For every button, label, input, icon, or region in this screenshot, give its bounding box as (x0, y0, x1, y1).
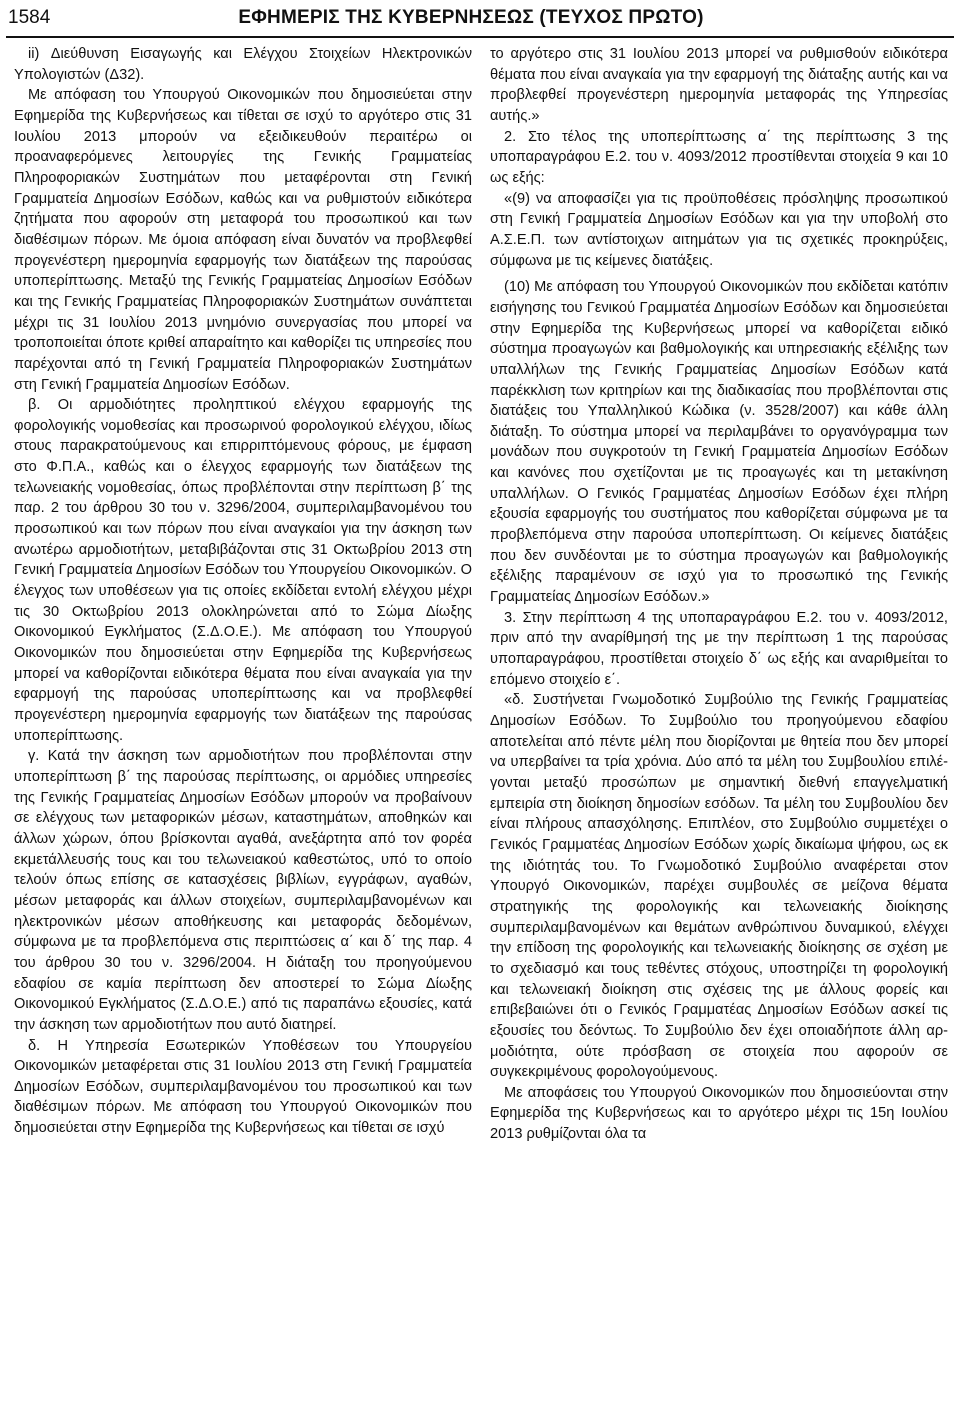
paragraph: (10) Με απόφαση του Υπουργού Οικονομικών που εκδίδεται κατόπιν εισήγησης του Γενικού Γραμματέα Δημοσίων Εσόδων και δημοσιεύεται στην Εφημερίδα της Κυβερνήσεως μπορεί να καθορίζεται ειδικό σύστημα προαγωγών και βαθμολογικής και υπηρεσιακής εξέλιξης των υπαλλήλων της Γενικής Γραμματείας Δημοσίων Εσόδων κατά παρέκκλιση των κριτηρίων και της διαδικασίας που προβλέπονται στις διατάξεις του Υπαλληλικού Κώδικα (ν. 3528/2007) και κάθε άλλη διάταξη. Το σύστημα μπορεί να περιλαμβάνει το οργανόγραμμα των μονάδων που συγκροτούν τη Γενική Γραμματεία Δημοσίων Εσόδων και κανόνες που σχετίζονται με τις προαγωγές και τη μετακίνηση υπαλλήλων. Ο Γενικός Γραμματέας Δημοσίων Εσόδων έχει πλήρη εξουσία εφαρμογής του συστήματος που καθορίζεται σύμφωνα με τα προβλεπόμενα στην παρούσα υποπερίπτωση. Οι κείμενες διατάξεις που δεν συνδέονται με το σύστημα προαγωγών και βαθμολογικής εξέλιξης παραμένουν σε ισχύ για το προσωπικό της Γενικής Γραμματείας Δημοσίων Εσόδων.» (490, 279, 948, 606)
paragraph: το αργότερο στις 31 Ιουλίου 2013 μπορεί να ρυθμισθούν ειδικότερα θέματα που είναι αναγκαία για την εφαρμογή της διάταξης αυτής και να προβλεφθεί προγενέστερη ημερομηνία μεταφοράς της Υπηρεσίας αυτής.» (490, 46, 948, 124)
paragraph: «(9) να αποφασίζει για τις προϋποθέσεις πρόσληψης προσωπικού στη Γενική Γραμματεία Δημοσίων Εσόδων και για την υποβολή στο Α.Σ.Ε.Π. των αντίστοιχων αιτημάτων για τις σχετικές προκηρύξεις, σύμφωνα με τις κείμενες διατάξεις. (490, 190, 948, 269)
paragraph: δ. Η Υπηρεσία Εσωτερικών Υποθέσεων του Υπουργείου Οικονομικών μεταφέρεται στις 31 Ιουλίου 2013 στη Γενική Γραμματεία Δημοσίων Εσόδων, συμπεριλαμβανομένου του προσωπικού και των διαθέσιμων πόρων. Με απόφαση του Υπουργού Οικονομικών που δημοσιεύεται στην Εφημερίδα της Κυβερνήσεως και τίθεται σε ισχύ (14, 1037, 472, 1137)
paragraph: Με αποφάσεις του Υπουργού Οικονομικών που δημοσιεύονται στην Εφημερίδα της Κυβερνήσεως και το αργότερο μέχρι τις 15η Ιουλίου 2013 ρυθμίζονται όλα τα (490, 1084, 948, 1143)
page-number: 1584 (8, 7, 51, 28)
paragraph: ii) Διεύθυνση Εισαγωγής και Ελέγχου Στοιχείων Ηλεκτρονικών Υπολογιστών (Δ32). (14, 46, 472, 83)
journal-title: ΕΦΗΜΕΡΙΣ ΤΗΣ ΚΥΒΕΡΝΗΣΕΩΣ (ΤΕΥΧΟΣ ΠΡΩΤΟ) (238, 7, 704, 28)
paragraph: 2. Στο τέλος της υποπερίπτωσης α΄ της περίπτωσης 3 της υποπαραγράφου Ε.2. του ν. 4093/2012 προστίθενται στοιχεία 9 και 10 ως εξής: (490, 128, 948, 186)
paragraph: 3. Στην περίπτωση 4 της υποπαραγράφου Ε.2. του ν. 4093/2012, πριν από την αναρίθμησή της με την περίπτωση 1 της παρούσας υποπαραγράφου, προστίθεται στοιχείο δ΄ ως εξής και αναριθμείται το επόμενο στοιχείο ε΄. (490, 609, 948, 688)
paragraph: Με απόφαση του Υπουργού Οικονομικών που δημοσιεύεται στην Εφημερίδα της Κυβερνήσεως και τίθεται σε ισχύ το αργότερο στις 31 Ιουλίου 2013 μπορούν να εξειδικευθούν περαιτέρω οι προαναφερόμενες λειτουργίες της Γενικής Γραμματείας Πληροφοριακών Συστημάτων που μεταφέρονται στη Γενική Γραμματεία Δημοσίων Εσόδων, καθώς και να ρυθμιστούν ειδικότερα ζητήματα που αφορούν στη μεταφορά του προσωπικού και των διαθέσιμων πόρων. Με όμοια απόφαση είναι δυνατόν να προβλεφθεί προγενέστερη ημερομηνία εφαρμογής των διατάξεων της παρούσας υποπερίπτωσης. Μεταξύ της Γενικής Γραμματείας Δημοσίων Εσόδων και της Γενικής Γραμματείας Πληροφοριακών Συστημάτων συνάπτεται μέχρι τις 31 Ιουλίου 2013 μνημόνιο συνεργασίας που μπορεί να τροποποιείται όποτε κριθεί απαραίτητο και καθορίζει τις υπηρεσίες που παρέχονται από τη Γενική Γραμματεία Πληροφοριακών Συστημάτων στη Γενική Γραμματεία Δημοσίων Εσόδων. (14, 87, 472, 393)
paragraph: «δ. Συστήνεται Γνωμοδοτικό Συμβούλιο της Γενικής Γραμματείας Δημοσίων Εσόδων. Το Συμβούλιο του προηγούμενου εδαφίου αποτελείται από πέντε μέλη που διορίζονται με θητεία που δεν μπορεί να υπερβαίνει τα τρία χρόνια. Δύο από τα μέλη του Συμβουλίου επιλέγονται μεταξύ προσώπων με σημαντική διεθνή επαγγελματική εμπειρία στη διοίκηση δημοσίων εσόδων. Τα μέλη του Συμβουλίου δεν είναι πλήρους απασχόλησης. Επιπλέον, στο Συμβούλιο συμμετέχει ο Γενικός Γραμματέας Δημοσίων Εσόδων χωρίς δικαίωμα ψήφου, ως εκ της ιδιότητάς του. Το Γνωμοδοτικό Συμβούλιο αναφέρεται στον Υπουργό Οικονομικών, παρέχει συμβουλές σε μείζονα θέματα στρατηγικής της φορολογικής και τελωνειακής διοίκησης συμπεριλαμβανομένων και θεμάτων ανθρώπινου δυναμικού, ελέγχει την επίδοση της φορολογικής και τελωνειακής διοίκησης σε σχέση με το σχεδιασμό και τους τεθέντες στόχους, υποστηρίζει τη φορολογική και τελωνειακή διοίκηση στις σχέσεις της με άλλους φορείς και επιβεβαιώνει ότι ο Γενικός Γραμματέας Δημοσίων Εσόδων ασκεί τις εξουσίες του δεόντως. Το Συμβούλιο δεν έχει οποιαδήποτε άλλη αρμοδιότητα, ούτε πρόσβαση σε στοιχεία που αφορούν σε συγκεκριμένους φορολογούμενους. (490, 692, 948, 1081)
paragraph: β. Οι αρμοδιότητες προληπτικού ελέγχου εφαρμογής της φορολογικής νομοθεσίας και προσωρινού φορολογικού ελέγχου, ιδίως στους παρακρατούμενους και επιρριπτόμενους φόρους, με έμφαση στο Φ.Π.Α., καθώς και ο έλεγχος εφαρμογής των διατάξεων της τελωνειακής νομοθεσίας, όπως προβλέπονται στην περίπτωση β΄ της παρ. 2 του άρθρου 30 του ν. 3296/2004, συμπεριλαμβανομένου του προσωπικού και των πόρων που είναι αναγκαίοι για την άσκηση των ανωτέρω αρμοδιοτήτων, μεταβιβάζονται στις 31 Οκτωβρίου 2013 στη Γενική Γραμματεία Δημοσίων Εσόδων του Υπουργείου Οικονομικών. Ο έλεγχος των υποθέσεων για τις οποίες εκδίδεται εντολή ελέγχου μέχρι τις 30 Οκτωβρίου 2013 ολοκληρώνεται από το Σώμα Δίωξης Οικονομικού Εγκλήματος (Σ.Δ.Ο.Ε.). Με απόφαση του Υπουργού Οικονομικών που δημοσιεύεται στην Εφημερίδα της Κυβερνήσεως μπορεί να καθορίζονται ειδικότερα θέματα που είναι αναγκαία για την εφαρμογή της παρούσας υποπερίπτωσης και να προβλεφθεί προγενέστερη ημερομηνία εφαρμογής των διατάξεων της παρούσας υποπερίπτωσης. (14, 397, 472, 744)
left-column (14, 44, 472, 1424)
paragraph: γ. Κατά την άσκηση των αρμοδιοτήτων που προβλέπονται στην υποπερίπτωση β΄ της παρούσας περίπτωσης, οι αρμόδιες υπηρεσίες της Γενικής Γραμματείας Δημοσίων Εσόδων μπορούν να προβαίνουν σε ελέγχους των μεταφορικών μέσων, καταστημάτων, αποθηκών και άλλων χώρων, όπου βρίσκονται αγαθά, ανεξάρτητα από τον φορέα εκμετάλλευσής τους και του τελωνειακού καθεστώτος, υπό το οποίο τελούν όπως επίσης σε κατασχέσεις βιβλίων, εγγράφων, αγαθών, μέσων μεταφοράς και άλλων στοιχείων, συμπεριλαμβανομένων και ηλεκτρονικών μέσων αποθήκευσης και μεταφοράς δεδομένων, σύμφωνα με τα προβλεπόμενα στις περιπτώσεις α΄ και δ΄ της παρ. 4 του άρθρου 30 του ν. 3296/2004. Η διάταξη του προηγούμενου εδαφίου σε καμία περίπτωση δεν αποστερεί το Σώμα Δίωξης Οικονομικού Εγκλήματος (Σ.Δ.Ο.Ε.) από τις παραπάνω εξουσίες, κατά την άσκηση των αρμοδιοτήτων που αυτό διατηρεί. (14, 748, 472, 1033)
right-column (490, 44, 948, 1424)
page-header (6, 0, 954, 38)
